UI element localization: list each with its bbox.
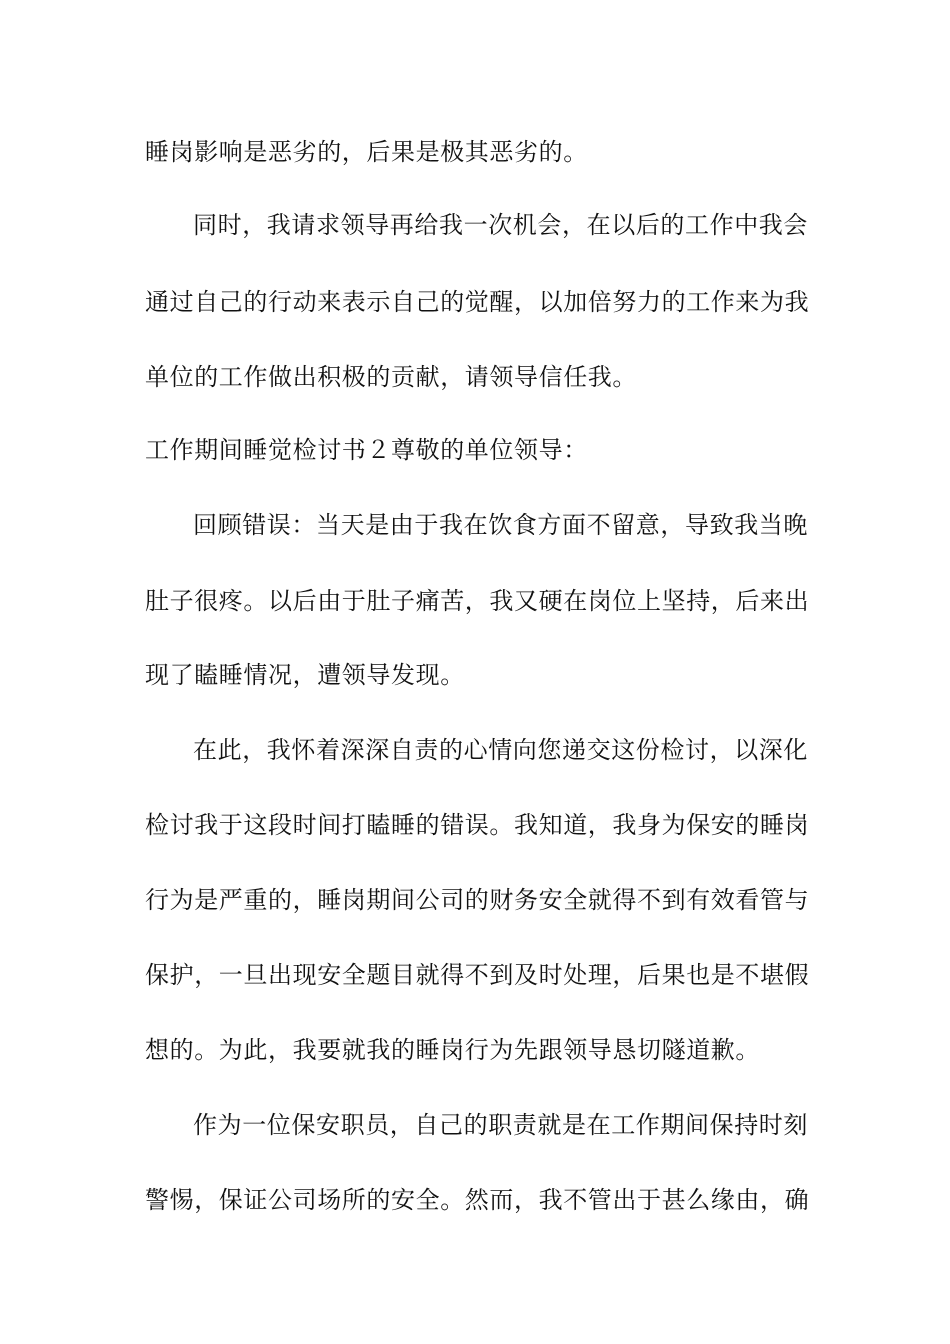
text-line: 行为是严重的，睡岗期间公司的财务安全就得不到有效看管与 [145,886,810,914]
text-line: 通过自己的行动来表示自己的觉醒，以加倍努力的工作来为我 [145,288,810,316]
text-line: 现了瞌睡情况，遭领导发现。 [145,661,465,689]
text-line: 检讨我于这段时间打瞌睡的错误。我知道，我身为保安的睡岗 [145,811,810,839]
paragraph-first-line: 回顾错误：当天是由于我在饮食方面不留意，导致我当晚 [193,511,808,539]
text-line: 肚子很疼。以后由于肚子痛苦，我又硬在岗位上坚持，后来出 [145,587,810,615]
text-line: 保护，一旦出现安全题目就得不到及时处理，后果也是不堪假 [145,961,810,989]
paragraph-first-line: 作为一位保安职员，自己的职责就是在工作期间保持时刻 [193,1111,808,1139]
text-line: 睡岗影响是恶劣的，后果是极其恶劣的。 [145,138,588,166]
section-heading: 工作期间睡觉检讨书２尊敬的单位领导： [145,436,588,464]
text-line: 单位的工作做出积极的贡献，请领导信任我。 [145,363,637,391]
text-line: 想的。为此，我要就我的睡岗行为先跟领导恳切隧道歉。 [145,1036,760,1064]
paragraph-first-line: 在此，我怀着深深自责的心情向您递交这份检讨，以深化 [193,736,808,764]
text-line: 警惕，保证公司场所的安全。然而，我不管出于甚么缘由，确 [145,1186,810,1214]
paragraph-first-line: 同时，我请求领导再给我一次机会，在以后的工作中我会 [193,211,808,239]
